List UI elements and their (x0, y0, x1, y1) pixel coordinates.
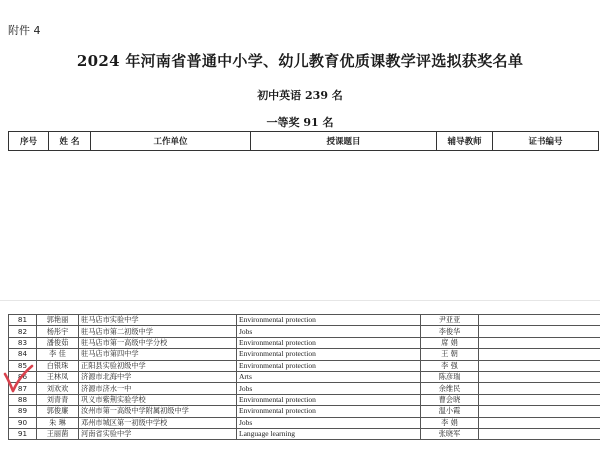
row-name: 刘欢欢 (37, 383, 79, 394)
row-unit: 驻马店市实验中学 (79, 315, 237, 326)
row-name: 白银珠 (37, 360, 79, 371)
column-header-unit: 工作单位 (91, 132, 251, 151)
row-tutor: 温小霞 (421, 406, 479, 417)
checkmark-icon (2, 364, 34, 394)
row-tutor: 陈彦瑞 (421, 371, 479, 382)
row-number: 83 (9, 337, 37, 348)
table-row (9, 371, 600, 382)
row-certificate (479, 337, 600, 348)
row-name: 李 佳 (37, 349, 79, 360)
row-topic: Jobs (237, 417, 421, 428)
row-number: 81 (9, 315, 37, 326)
row-tutor: 张晓军 (421, 428, 479, 439)
row-topic: Environmental protection (237, 406, 421, 417)
row-number: 90 (9, 417, 37, 428)
award-table-body (9, 315, 600, 440)
table-row (9, 337, 600, 348)
row-topic: Arts (237, 371, 421, 382)
column-header-topic: 授课题目 (251, 132, 437, 151)
column-header-tutor: 辅导教师 (437, 132, 493, 151)
row-certificate (479, 383, 600, 394)
table-row (9, 428, 600, 439)
table-row (9, 315, 600, 326)
row-topic: Jobs (237, 326, 421, 337)
row-unit: 济源市济水一中 (79, 383, 237, 394)
row-certificate (479, 394, 600, 405)
document-title: 2024 年河南省普通中小学、幼儿教育优质课教学评选拟获奖名单 (76, 52, 524, 70)
row-unit: 驻马店市第四中学 (79, 349, 237, 360)
header-table (8, 131, 599, 151)
row-tutor: 王 朝 (421, 349, 479, 360)
row-number: 91 (9, 428, 37, 439)
header-row (9, 132, 599, 151)
row-certificate (479, 371, 600, 382)
table-row (9, 383, 600, 394)
row-unit: 驻马店市第一高级中学分校 (79, 337, 237, 348)
row-number: 86 (9, 371, 37, 382)
category-subtitle: 初中英语 239 名 (257, 89, 343, 102)
row-topic: Environmental protection (237, 349, 421, 360)
row-topic: Jobs (237, 383, 421, 394)
award-table (8, 314, 600, 440)
row-tutor: 李 娟 (421, 417, 479, 428)
row-topic: Environmental protection (237, 315, 421, 326)
page-break (0, 300, 600, 301)
row-number: 84 (9, 349, 37, 360)
row-tutor: 李俊华 (421, 326, 479, 337)
row-tutor: 尹亚亚 (421, 315, 479, 326)
row-name: 潘俊茹 (37, 337, 79, 348)
row-name: 郭艳丽 (37, 315, 79, 326)
table-row (9, 326, 600, 337)
row-name: 杨彤宇 (37, 326, 79, 337)
row-topic: Environmental protection (237, 337, 421, 348)
attachment-label: 附件 4 (8, 24, 41, 37)
column-header-name: 姓 名 (49, 132, 91, 151)
row-certificate (479, 406, 600, 417)
row-unit: 驻马店市第二初级中学 (79, 326, 237, 337)
row-unit: 济源市北海中学 (79, 371, 237, 382)
row-number: 82 (9, 326, 37, 337)
row-certificate (479, 417, 600, 428)
row-number: 85 (9, 360, 37, 371)
prize-level-title: 一等奖 91 名 (266, 116, 334, 129)
table-row (9, 406, 600, 417)
row-tutor: 李 强 (421, 360, 479, 371)
row-unit: 河南省实验中学 (79, 428, 237, 439)
row-topic: Environmental protection (237, 360, 421, 371)
row-certificate (479, 326, 600, 337)
row-unit: 邓州市城区第一初级中学校 (79, 417, 237, 428)
table-row (9, 349, 600, 360)
row-topic: Environmental protection (237, 394, 421, 405)
column-header-certificate: 证书编号 (493, 132, 599, 151)
table-row (9, 394, 600, 405)
column-header-number: 序号 (9, 132, 49, 151)
row-number: 89 (9, 406, 37, 417)
row-unit: 巩义市紫荆实验学校 (79, 394, 237, 405)
row-unit: 正阳县实验初级中学 (79, 360, 237, 371)
row-unit: 汝州市第一高级中学附属初级中学 (79, 406, 237, 417)
row-name: 王林凤 (37, 371, 79, 382)
row-name: 刘青青 (37, 394, 79, 405)
row-certificate (479, 315, 600, 326)
row-tutor: 余维民 (421, 383, 479, 394)
row-topic: Language learning (237, 428, 421, 439)
row-tutor: 曹会晓 (421, 394, 479, 405)
row-tutor: 席 娟 (421, 337, 479, 348)
table-row (9, 417, 600, 428)
table-row (9, 360, 600, 371)
row-name: 王丽菌 (37, 428, 79, 439)
row-name: 郭俊廉 (37, 406, 79, 417)
row-name: 朱 琳 (37, 417, 79, 428)
row-certificate (479, 428, 600, 439)
row-certificate (479, 360, 600, 371)
row-number: 87 (9, 383, 37, 394)
row-number: 88 (9, 394, 37, 405)
row-certificate (479, 349, 600, 360)
